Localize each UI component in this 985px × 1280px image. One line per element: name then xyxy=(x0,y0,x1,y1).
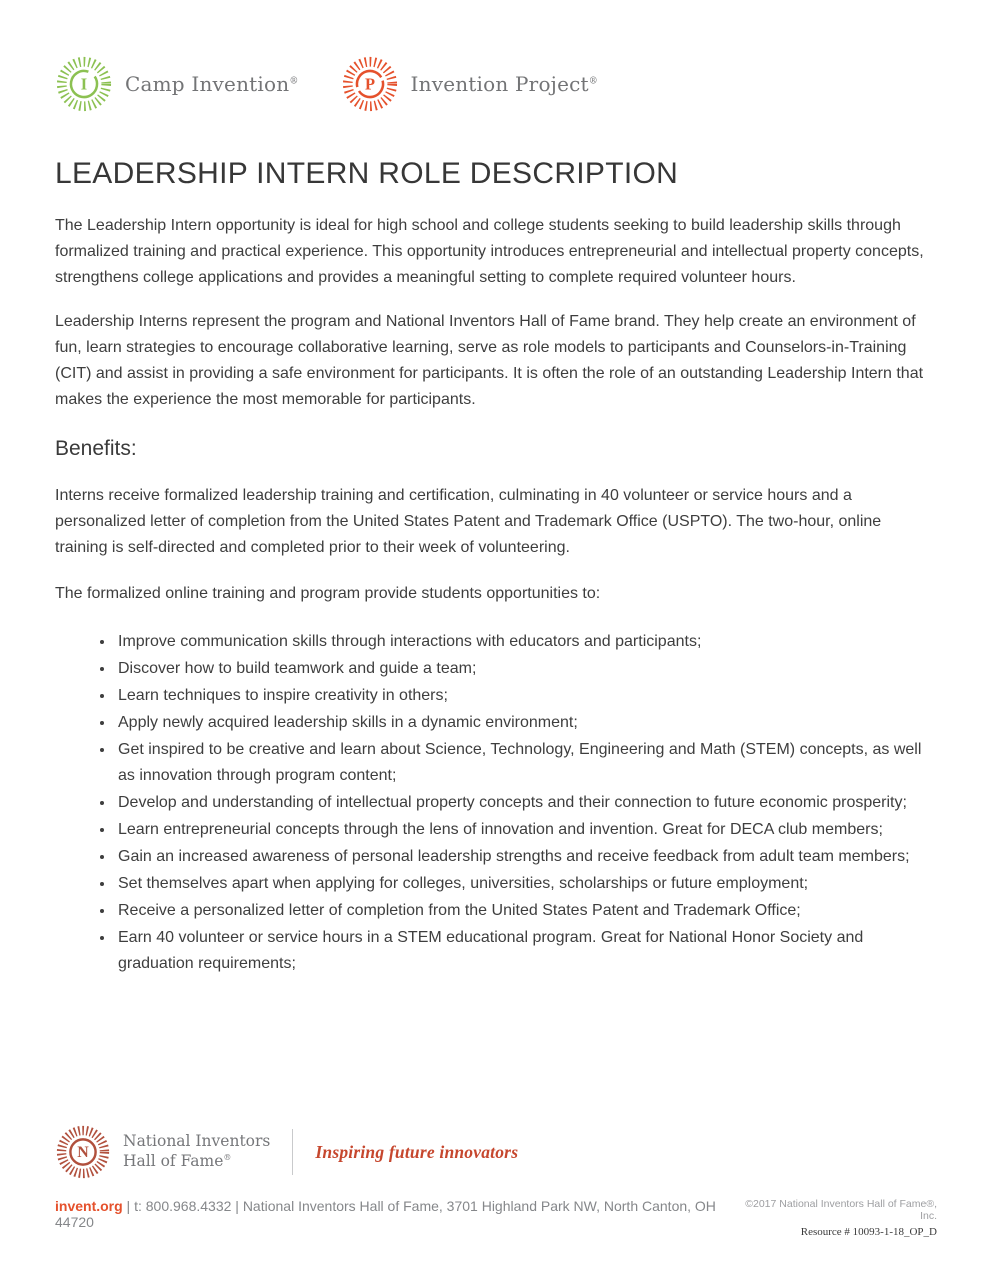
intro-paragraph-1: The Leadership Intern opportunity is ideal for high school and college students seeking to build leadership skills through formalized training and practical experience. This opportunity introduces entrepreneurial and intellectual property concepts, strengthens college applications and provides a meaningful setting to complete required volunteer hours. xyxy=(55,217,924,286)
page-title: LEADERSHIP INTERN ROLE DESCRIPTION xyxy=(55,157,679,190)
list-item: • Gain an increased awareness of personal leadership strengths and receive feedback from adult team members; xyxy=(115,844,930,870)
list-item: • Receive a personalized letter of completion from the United States Patent and Trademark Office; xyxy=(115,898,930,924)
nihf-letter: N xyxy=(77,1144,89,1162)
list-item: • Apply newly acquired leadership skills in a dynamic environment; xyxy=(115,710,930,736)
benefits-heading: Benefits: xyxy=(55,437,137,460)
camp-invention-letter: I xyxy=(80,74,88,94)
camp-invention-sunburst-icon xyxy=(55,55,113,113)
header-logos xyxy=(55,55,930,113)
trademark-symbol: ® xyxy=(289,76,299,87)
copyright-line: ©2017 National Inventors Hall of Fame®, Inc. xyxy=(745,1198,937,1222)
invention-project-label: Invention Project® xyxy=(410,72,598,96)
footer-divider xyxy=(292,1129,293,1175)
resource-number: Resource # 10093-1-18_OP_D xyxy=(800,1226,937,1238)
benefits-list xyxy=(55,629,930,977)
footer-tagline: Inspiring future innovators xyxy=(315,1141,519,1162)
invent-org-link[interactable]: invent.org xyxy=(55,1198,123,1214)
benefits-paragraph: Interns receive formalized leadership training and certification, culminating in 40 volunteer or service hours and a personalized letter of completion from the United States Patent and Trademark Office (USPTO). The two-hour, online training is self-directed and completed prior to their week of volunteering. xyxy=(55,487,882,556)
page-footer xyxy=(55,1124,937,1238)
footer-legal xyxy=(733,1198,937,1238)
nihf-wordmark-line2: Hall of Fame® xyxy=(123,1152,232,1170)
trademark-symbol: ® xyxy=(588,76,598,87)
list-item: • Learn techniques to inspire creativity in others; xyxy=(115,683,930,709)
list-item: • Discover how to build teamwork and guide a team; xyxy=(115,656,930,682)
list-item: • Improve communication skills through interactions with educators and participants; xyxy=(115,629,930,655)
footer-contact-text: | t: 800.968.4332 | National Inventors Hall of Fame, 3701 Highland Park NW, North Canton, OH 44720 xyxy=(55,1198,716,1230)
footer-contact-row xyxy=(55,1198,937,1238)
list-intro: The formalized online training and program provide students opportunities to: xyxy=(55,585,601,602)
nihf-wordmark xyxy=(123,1132,270,1172)
invention-project-sunburst-icon xyxy=(341,55,399,113)
nihf-wordmark-line1: National Inventors xyxy=(123,1132,271,1151)
nihf-sunburst-icon xyxy=(55,1124,111,1180)
camp-invention-logo xyxy=(55,55,299,113)
registered-symbol: ® xyxy=(223,1152,232,1162)
list-item: • Set themselves apart when applying for colleges, universities, scholarships or future employment; xyxy=(115,871,930,897)
footer-contact-line xyxy=(55,1198,733,1230)
invention-project-letter: P xyxy=(364,74,375,94)
intro-paragraph-2: Leadership Interns represent the program and National Inventors Hall of Fame brand. They help create an environment of fun, learn strategies to encourage collaborative learning, serve as role models to participants and Counselors-in-Training (CIT) and assist in providing a safe environment for participants. It is often the role of an outstanding Leadership Intern that makes the experience the most memorable for participants. xyxy=(55,313,924,408)
list-item: • Develop and understanding of intellectual property concepts and their connection to future economic prosperity; xyxy=(115,790,930,816)
invention-project-logo xyxy=(341,55,598,113)
list-item: • Learn entrepreneurial concepts through the lens of innovation and invention. Great for DECA club members; xyxy=(115,817,930,843)
list-item: • Get inspired to be creative and learn about Science, Technology, Engineering and Math (STEM) concepts, as well as innovation through program content; xyxy=(115,737,930,789)
camp-invention-label: Camp Invention® xyxy=(125,72,299,96)
footer-brand-row xyxy=(55,1124,937,1180)
list-item: • Earn 40 volunteer or service hours in a STEM educational program. Great for National Honor Society and graduation requirements; xyxy=(115,925,930,977)
